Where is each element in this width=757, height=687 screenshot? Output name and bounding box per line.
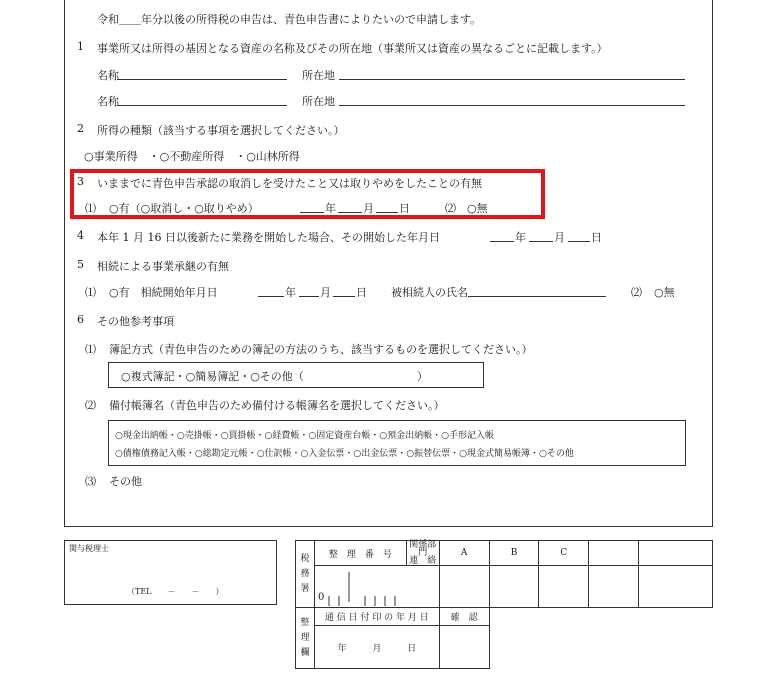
col-d-header xyxy=(589,541,639,566)
s6-sub2-title: 備付帳簿名（青色申告のため備付ける帳簿名を選択してください。） xyxy=(109,399,445,412)
s5-month-label: 月 xyxy=(320,286,331,299)
col-a-field[interactable] xyxy=(439,566,489,608)
name-label-2: 名称 xyxy=(97,95,119,108)
section-3-number: 3 xyxy=(77,175,84,188)
s6-sub1-title: 簿記方式（青色申告のための簿記の方法のうち、該当するものを選択してください。） xyxy=(109,343,533,356)
blank-area xyxy=(489,608,712,669)
tax-office-side-label: 税務署 xyxy=(296,541,315,608)
s5-year-label: 年 xyxy=(285,286,296,299)
number-field-ticks xyxy=(315,566,439,608)
s3-month-field[interactable] xyxy=(338,212,362,213)
section-2-title: 所得の種類（該当する事項を選択してください。） xyxy=(97,124,345,137)
section-5-title: 相続による事業承継の有無 xyxy=(97,260,229,273)
location-field-1[interactable] xyxy=(339,79,685,80)
col-e-header xyxy=(639,541,713,566)
name-label-1: 名称 xyxy=(97,69,119,82)
tsushin-date-header: 通 信 日 付 印 の 年 月 日 xyxy=(314,608,439,626)
kakunin-header: 確 認 xyxy=(439,608,489,626)
col-b-header: B xyxy=(489,541,539,566)
s5-option-2-number: ⑵ xyxy=(631,286,642,299)
section-6-number: 6 xyxy=(77,313,84,326)
tsushin-date-field[interactable]: 年 月 日 xyxy=(314,626,439,669)
heir-name-field[interactable] xyxy=(468,296,606,297)
bookkeeping-method-options[interactable]: ○複式簿記・○簡易簿記・○その他（ xyxy=(121,370,304,383)
s3-year-label: 年 xyxy=(325,202,336,215)
s5-option-yes[interactable]: ○有 相続開始年月日 xyxy=(109,286,218,299)
s3-option-yes[interactable]: ○有（○取消し・○取りやめ） xyxy=(109,202,259,215)
col-e-field[interactable] xyxy=(639,566,713,608)
section-2-number: 2 xyxy=(77,122,84,135)
section-5-number: 5 xyxy=(77,258,84,271)
s5-option-1-number: ⑴ xyxy=(85,286,96,299)
s4-month-field[interactable] xyxy=(529,241,553,242)
s3-day-label: 日 xyxy=(399,202,410,215)
heir-name-label: 被相続人の氏名 xyxy=(391,286,468,299)
section-1-title: 事業所又は所得の基因となる資産の名称及びその所在地（事業所又は資産の異なるごとに記載します。） xyxy=(97,42,608,55)
s4-month-label: 月 xyxy=(554,231,565,244)
col-d-field[interactable] xyxy=(589,566,639,608)
ledger-list-line-2[interactable]: ○債権債務記入帳・○総勘定元帳・○仕訳帳・○入金伝票・○出金伝票・○振替伝票・○現金式簡易帳簿・○その他 xyxy=(115,449,574,459)
s6-sub2-number: ⑵ xyxy=(85,399,96,412)
col-c-field[interactable] xyxy=(539,566,589,608)
s3-option-2-number: ⑵ xyxy=(445,202,456,215)
s5-month-field[interactable] xyxy=(299,296,319,297)
name-field-1[interactable] xyxy=(117,79,287,80)
section-4-number: 4 xyxy=(77,229,84,242)
seiri-bango-field[interactable] xyxy=(314,566,439,608)
office-use-table xyxy=(295,540,713,669)
s4-day-field[interactable] xyxy=(568,241,590,242)
header-line: 令和＿＿年分以後の所得税の申告は、青色申告書によりたいので申請します。 xyxy=(97,13,482,26)
ledger-list-line-1[interactable]: ○現金出納帳・○売掛帳・○買掛帳・○経費帳・○固定資産台帳・○預金出納帳・○手形記入帳 xyxy=(115,431,494,441)
s3-year-field[interactable] xyxy=(300,212,324,213)
section-6-title: その他参考事項 xyxy=(97,315,174,328)
number-prefix-zero: 0 xyxy=(317,592,325,603)
s3-option-1-number: ⑴ xyxy=(85,202,96,215)
col-a-header: A xyxy=(439,541,489,566)
s6-sub3-number: ⑶ xyxy=(85,475,96,488)
section-3-title: いままでに青色申告承認の取消しを受けたこと又は取りやめをしたことの有無 xyxy=(97,177,482,190)
income-type-options[interactable]: ○事業所得 ・○不動産所得 ・○山林所得 xyxy=(84,150,300,163)
s3-day-field[interactable] xyxy=(376,212,398,213)
s3-option-no[interactable]: ○無 xyxy=(467,202,488,215)
seiri-ran-side-label: 整理欄 xyxy=(296,608,315,669)
s4-year-field[interactable] xyxy=(490,241,514,242)
col-c-header: C xyxy=(539,541,589,566)
s6-sub3-title: その他 xyxy=(109,475,142,488)
location-label-1: 所在地 xyxy=(302,69,335,82)
ledger-list-box[interactable] xyxy=(108,420,686,466)
bookkeeping-close-paren: ） xyxy=(417,370,428,383)
section-1-number: 1 xyxy=(77,40,84,53)
s5-year-field[interactable] xyxy=(258,296,284,297)
s5-option-no[interactable]: ○無 xyxy=(654,286,675,299)
kankei-bumon-header: 関係部門 連 絡 xyxy=(406,541,439,566)
s5-day-field[interactable] xyxy=(333,296,355,297)
s5-day-label: 日 xyxy=(356,286,367,299)
s4-day-label: 日 xyxy=(591,231,602,244)
section-4-title: 本年 1 月 16 日以後新たに業務を開始した場合、その開始した年月日 xyxy=(97,231,440,244)
location-field-2[interactable] xyxy=(339,105,685,106)
location-label-2: 所在地 xyxy=(302,95,335,108)
s3-month-label: 月 xyxy=(363,202,374,215)
seiri-bango-header: 整 理 番 号 xyxy=(314,541,406,566)
kakunin-field[interactable] xyxy=(439,626,489,669)
col-b-field[interactable] xyxy=(489,566,539,608)
tax-accountant-tel: （TEL － － ） xyxy=(127,587,224,596)
tax-accountant-label: 関与税理士 xyxy=(69,544,109,553)
s4-year-label: 年 xyxy=(515,231,526,244)
s6-sub1-number: ⑴ xyxy=(85,343,96,356)
name-field-2[interactable] xyxy=(117,105,287,106)
